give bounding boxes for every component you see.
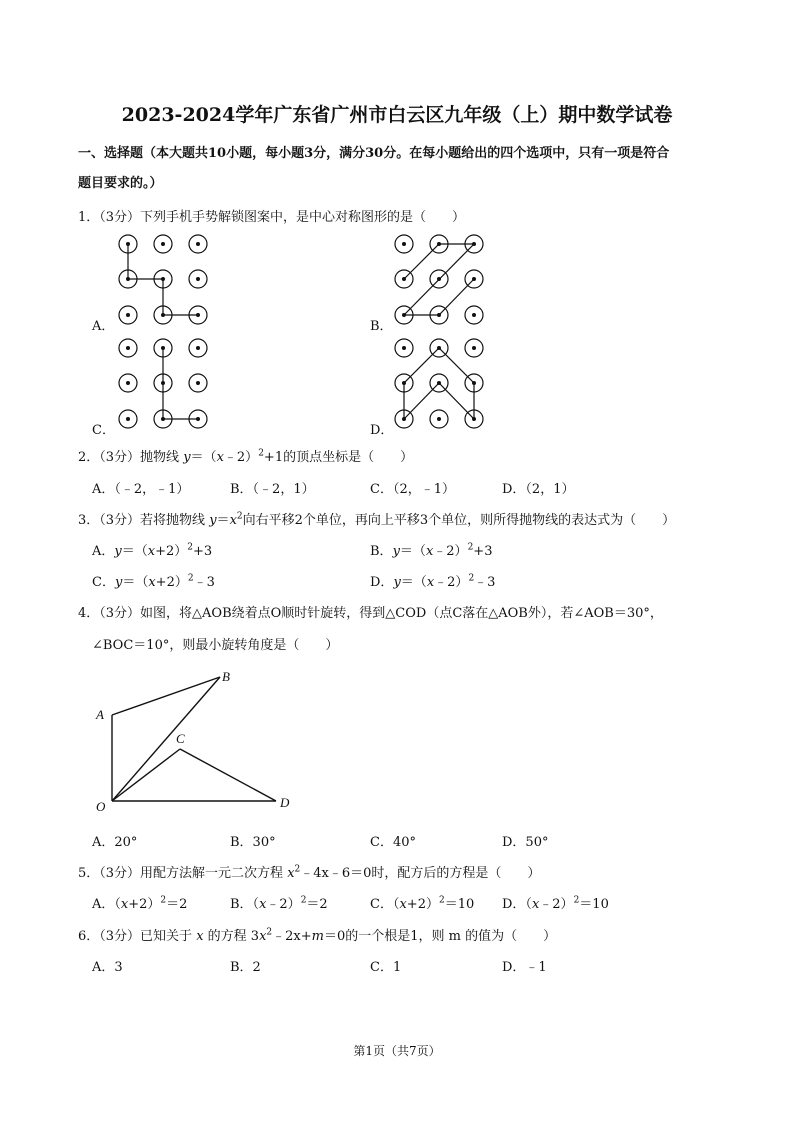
q4-option-b: B．30° [230,835,276,850]
q3-option-c-label: C． [92,575,115,590]
q5-option-b-mid: ﹣2） [266,897,301,912]
question-3-stem [78,509,675,528]
q5-stem-sup: 2 [294,864,301,875]
q2-stem-var2: x [216,450,224,465]
q3-option-b-mid: ﹣2） [433,544,468,559]
q2-stem-prefix: 2．（3分）抛物线 [78,450,184,465]
q3-option-c: C．$y=(x+2)^2﹣3$ [92,573,215,590]
q6-stem-var3: m [311,929,324,944]
q3-option-c-sup: 2 [187,573,194,584]
q5-option-c-label: C．（ [370,897,400,912]
q3-option-b: B．y＝（x﹣2）$^2$+3 [370,542,493,559]
q3-option-d-post: ﹣3 [474,575,496,590]
q3-option-d: D．y＝（x﹣2）$^2$﹣3 [370,573,496,590]
q3-stem-sup: 2 [236,511,243,522]
q3-option-c-post: ﹣3 [193,575,215,590]
q3-stem-eq: ＝ [216,513,230,528]
q2-option-a: A．（﹣2，﹣1） [92,482,190,497]
q4-label-d: D [280,795,290,810]
q4-option-c: C．40° [370,835,416,850]
q3-option-b-sup: 2 [467,542,474,553]
q5-option-a: A．$(x+2)^2=2$ [92,895,188,912]
q3-option-a-pre: ＝（ [121,544,148,559]
question-1-stem: 1．（3分）下列手机手势解锁图案中，是中心对称图形的是（ ） [78,210,466,225]
q6-stem-var2: x [259,929,267,944]
q5-stem-var: x [287,866,295,881]
q5-option-a-post: ＝2 [166,897,188,912]
q5-option-b-post: ＝2 [306,897,328,912]
q3-option-a-mid: +2） [155,544,188,559]
section-heading-line1: 一、选择题（本大题共10小题，每小题3分，满分30分。在每小题给出的四个选项中，只有一项是符合 [78,146,670,161]
q5-option-b-sup: 2 [300,895,307,906]
q1-option-a-label: A． [92,319,115,334]
q5-option-d: D．（x﹣2）$^2$＝10 [502,895,609,912]
q6-stem-var: x [196,929,204,944]
q5-option-c: C．$(x+2)^2=10$ [370,895,475,912]
q2-stem-var: y [183,450,191,465]
q3-stem-suffix: 向右平移2个单位，再向上平移3个单位，则所得抛物线的表达式为（ ） [242,513,676,528]
q5-option-d-mid: ﹣2） [539,897,574,912]
page-title: 2023-2024学年广东省广州市白云区九年级（上）期中数学试卷 [121,104,673,126]
q2-option-c: C．（2，﹣1） [370,482,455,497]
q6-option-d: D．﹣1 [502,960,547,975]
q5-stem-suffix: ﹣4x﹣6＝0时，配方后的方程是（ ） [300,866,541,881]
pattern-a-figure [112,228,212,332]
pattern-b-figure [388,228,488,332]
q1-option-c-label: C． [92,423,115,438]
q5-option-c-mid: +2） [406,897,439,912]
page-footer: 第1页（共7页） [353,1044,441,1058]
q3-option-a-sup: 2 [187,542,194,553]
q3-option-d-pre: ＝（ [400,575,427,590]
q4-option-a: A．20° [92,835,138,850]
question-4-line1: 4．（3分）如图，将△AOB绕着点O顺时针旋转，得到△COD（点C落在△AOB外），若∠AOB＝30°， [78,606,663,621]
pattern-d-figure [388,332,488,436]
q2-option-d: D．（2，1） [502,482,575,497]
question-4-line2: ∠BOC＝10°，则最小旋转角度是（ ） [92,638,339,653]
q1-option-b-label: B． [370,319,393,334]
q2-stem-mid: ＝（ [190,450,217,465]
q6-stem-mid2: ﹣2x+ [272,929,312,944]
q2-option-b: B．（﹣2，1） [230,482,315,497]
q2-stem-mid2: ﹣2） [223,450,259,465]
q5-option-d-post: ＝10 [579,897,609,912]
section-heading [78,139,728,199]
q6-stem-prefix: 6．（3分）已知关于 [78,929,197,944]
q5-option-a-label: A．（ [92,897,121,912]
q5-option-d-label: D．（ [502,897,532,912]
q3-stem-prefix: 3．（3分）若将抛物线 [78,513,210,528]
question-6-stem [78,925,556,944]
q3-option-b-post: +3 [473,544,493,559]
q6-stem-sup: 2 [266,927,273,938]
q3-option-d-sup: 2 [468,573,475,584]
q5-option-a-mid: +2） [128,897,161,912]
q3-option-d-label: D． [370,575,394,590]
q6-option-b: B．2 [230,960,261,975]
pattern-c-figure [112,332,212,436]
q3-stem-var: y [209,513,217,528]
question-5-stem [78,862,540,881]
section-heading-line2: 题目要求的。） [78,176,163,191]
q3-option-c-mid: +2） [155,575,188,590]
q3-stem-var2: x [229,513,237,528]
q5-option-a-sup: 2 [160,895,167,906]
q5-stem-prefix: 5．（3分）用配方法解一元二次方程 [78,866,288,881]
q5-option-c-sup: 2 [438,895,445,906]
q5-option-b-label: B．（ [230,897,260,912]
q5-option-c-post: ＝10 [444,897,475,912]
q3-option-a-label: A． [92,544,115,559]
q5-option-d-sup: 2 [573,895,580,906]
q3-option-c-pre: ＝（ [122,575,149,590]
q4-option-d: D．50° [502,835,549,850]
q3-option-a: A．$y=(x+2)^2+3$ [92,542,213,559]
q6-stem-suffix: ＝0的一个根是1，则 m 的值为（ ） [323,929,557,944]
q4-label-b: B [222,669,230,684]
q2-stem-sup: 2 [258,448,264,459]
q2-stem-suffix: +1的顶点坐标是（ ） [263,450,414,465]
q3-option-b-label: B． [370,544,393,559]
q6-option-c: C．1 [370,960,402,975]
q4-label-a: A [96,707,104,722]
q5-option-b: B．（x﹣2）$^2$＝2 [230,895,328,912]
question-2-stem [78,446,413,465]
q3-option-a-post: +3 [193,544,213,559]
q3-option-d-mid: ﹣2） [434,575,469,590]
q6-option-a: A．3 [92,960,123,975]
q6-stem-mid: 的方程 3 [203,929,260,944]
q3-option-b-pre: ＝（ [399,544,426,559]
q4-label-o: O [96,799,106,814]
q4-label-c: C [176,731,185,746]
q4-triangle-figure [92,665,302,815]
q1-option-d-label: D． [370,423,394,438]
